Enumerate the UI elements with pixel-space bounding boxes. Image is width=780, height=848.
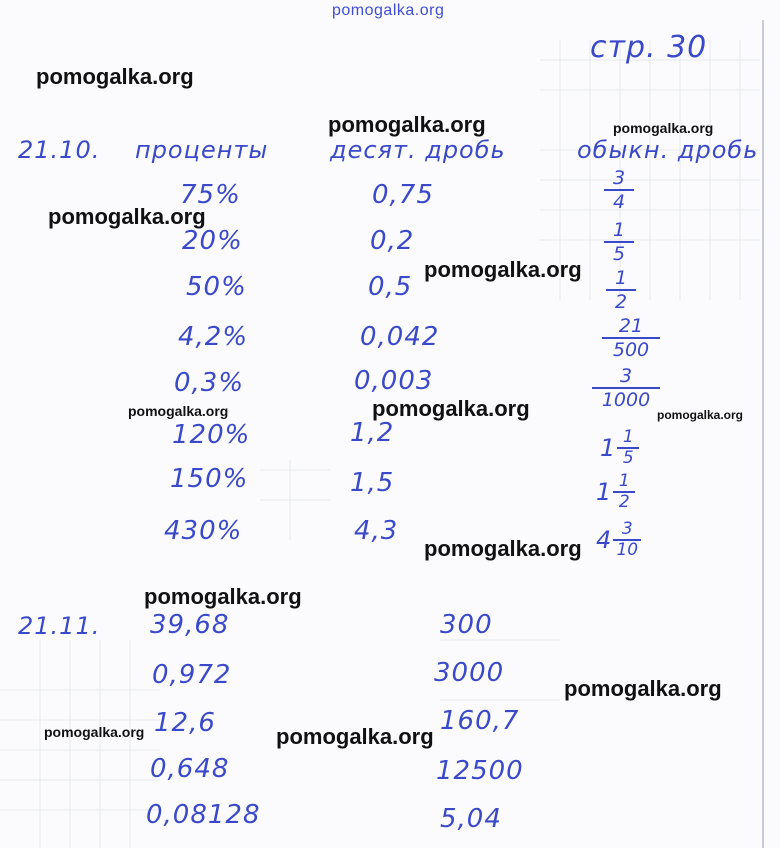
fraction xyxy=(604,168,634,212)
mixed-whole: 1 xyxy=(600,434,616,462)
watermark: pomogalka.org xyxy=(328,112,486,137)
decimal-value: 0,003 xyxy=(354,366,434,396)
fraction-numerator: 21 xyxy=(618,315,644,337)
fraction-denominator: 10 xyxy=(616,540,639,560)
column-header-percent: проценты xyxy=(135,136,269,164)
percent-value: 75% xyxy=(180,180,241,210)
column-header-decimal: десят. дробь xyxy=(330,136,506,164)
fraction xyxy=(613,520,641,560)
percent-value: 120% xyxy=(172,420,251,450)
decimal-value: 0,042 xyxy=(360,322,440,352)
answer-left: 0,972 xyxy=(152,660,232,690)
fraction-numerator: 3 xyxy=(619,365,633,387)
task-number: 21.11. xyxy=(18,612,101,640)
fraction xyxy=(604,220,634,264)
answer-left: 12,6 xyxy=(154,708,216,738)
watermark: pomogalka.org xyxy=(48,204,206,229)
decimal-value: 4,3 xyxy=(354,516,399,546)
answer-left: 39,68 xyxy=(150,610,230,640)
watermark: pomogalka.org xyxy=(128,403,229,419)
watermark: pomogalka.org xyxy=(44,724,145,740)
percent-value: 20% xyxy=(182,226,243,256)
answer-left: 0,08128 xyxy=(146,800,261,830)
watermark: pomogalka.org xyxy=(276,724,434,749)
fraction-numerator: 1 xyxy=(612,219,626,241)
percent-value: 4,2% xyxy=(178,322,249,352)
fraction-denominator: 1000 xyxy=(601,389,651,411)
percent-value: 430% xyxy=(164,516,243,546)
answer-left: 0,648 xyxy=(150,754,230,784)
answer-right: 12500 xyxy=(436,756,524,786)
fraction-denominator: 500 xyxy=(612,339,650,361)
decimal-value: 1,2 xyxy=(350,418,395,448)
task-number: 21.10. xyxy=(18,136,101,164)
fraction-numerator: 3 xyxy=(612,167,626,189)
mixed-whole: 4 xyxy=(596,526,612,554)
fraction-numerator: 1 xyxy=(614,267,628,289)
fraction-denominator: 4 xyxy=(612,191,626,213)
mixed-number xyxy=(600,428,639,468)
answer-right: 300 xyxy=(440,610,493,640)
fraction-denominator: 2 xyxy=(618,492,630,512)
decimal-value: 1,5 xyxy=(350,468,395,498)
decimal-value: 0,2 xyxy=(370,226,415,256)
watermark: pomogalka.org xyxy=(613,120,714,136)
percent-value: 150% xyxy=(170,464,249,494)
fraction xyxy=(617,428,639,468)
fraction-denominator: 2 xyxy=(614,291,628,313)
answer-right: 5,04 xyxy=(440,804,502,834)
fraction xyxy=(606,268,636,312)
fraction-numerator: 1 xyxy=(622,427,634,447)
mixed-number xyxy=(596,472,635,512)
watermark: pomogalka.org xyxy=(657,408,744,422)
watermark: pomogalka.org xyxy=(424,536,582,561)
fraction-numerator: 1 xyxy=(618,471,630,491)
fraction xyxy=(602,316,660,360)
watermark: pomogalka.org xyxy=(564,676,722,701)
mixed-whole: 1 xyxy=(596,478,612,506)
fraction-numerator: 3 xyxy=(621,519,633,539)
fraction-denominator: 5 xyxy=(622,448,634,468)
watermark-top: pomogalka.org xyxy=(332,2,445,19)
watermark: pomogalka.org xyxy=(372,396,530,421)
answer-right: 160,7 xyxy=(440,706,520,736)
fraction-denominator: 5 xyxy=(612,243,626,265)
watermark: pomogalka.org xyxy=(36,64,194,89)
decimal-value: 0,75 xyxy=(372,180,434,210)
fraction xyxy=(592,366,660,410)
column-header-common: обыкн. дробь xyxy=(577,136,759,164)
mixed-number xyxy=(596,520,641,560)
page-number: стр. 30 xyxy=(590,30,708,65)
percent-value: 0,3% xyxy=(174,368,245,398)
fraction xyxy=(613,472,635,512)
decimal-value: 0,5 xyxy=(368,272,413,302)
answer-right: 3000 xyxy=(434,658,505,688)
page-edge xyxy=(762,20,764,848)
percent-value: 50% xyxy=(186,272,247,302)
watermark: pomogalka.org xyxy=(144,584,302,609)
watermark: pomogalka.org xyxy=(424,257,582,282)
